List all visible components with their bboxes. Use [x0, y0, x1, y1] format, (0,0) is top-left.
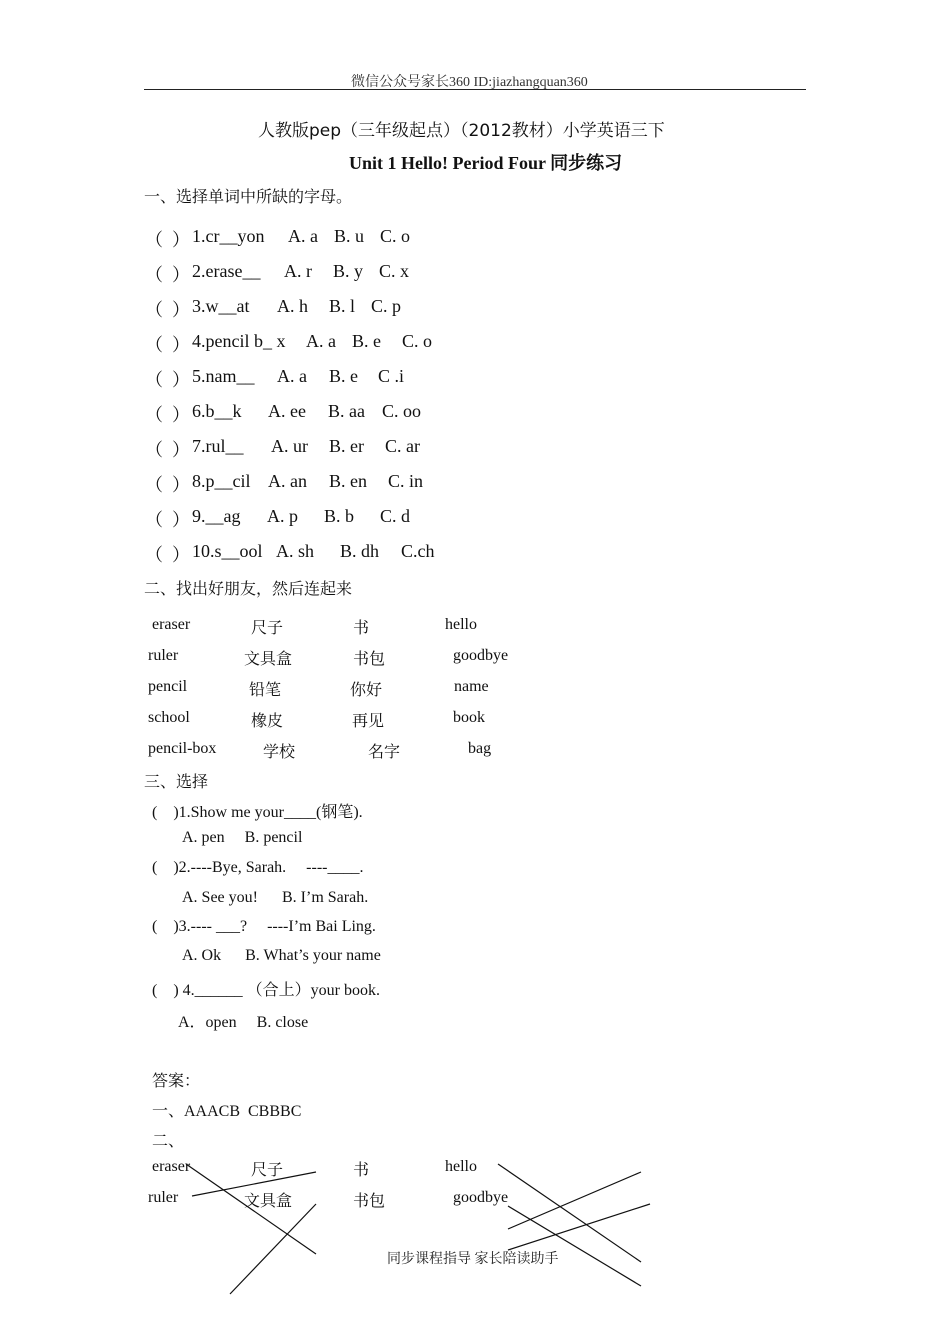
match-word: ruler: [148, 1189, 179, 1206]
answer-paren[interactable]: （ ）: [145, 265, 190, 285]
match-word[interactable]: 文具盒: [244, 651, 293, 668]
choice-options: A. See you! B. I’m Sarah.: [182, 889, 369, 906]
option-b: B. y: [333, 261, 364, 281]
question-word: 10.s__ool: [192, 541, 263, 561]
match-word[interactable]: 学校: [263, 744, 296, 761]
question-word: 9.__ag: [192, 506, 241, 526]
connector-line: [186, 1164, 316, 1254]
answer-paren[interactable]: （ ）: [145, 440, 190, 460]
match-word[interactable]: book: [453, 709, 485, 726]
option-b: B. b: [324, 506, 355, 526]
option-b: B. l: [329, 296, 356, 316]
match-word[interactable]: goodbye: [453, 647, 509, 664]
option-b: B. er: [329, 436, 364, 456]
option-a: A. sh: [276, 541, 315, 561]
page-title: 人教版pep（三年级起点）（2012教材）小学英语三下: [258, 121, 665, 141]
choice-options: A．open B. close: [178, 1014, 309, 1031]
option-a: A. r: [284, 261, 312, 281]
option-c: C .i: [378, 366, 405, 386]
match-word[interactable]: 书包: [353, 651, 386, 668]
option-c: C.ch: [401, 541, 435, 561]
match-word: 书: [353, 1162, 370, 1179]
section3-heading: 三、选择: [144, 774, 209, 791]
section1-heading: 一、选择单词中所缺的字母。: [144, 189, 353, 206]
answer-paren[interactable]: （ ）: [145, 510, 190, 530]
option-c: C. oo: [382, 401, 422, 421]
choice-options: A. Ok B. What’s your name: [182, 947, 381, 964]
option-a: A. p: [267, 506, 298, 526]
connector-line: [508, 1172, 641, 1229]
answer-paren[interactable]: （ ）: [145, 230, 190, 250]
match-word[interactable]: 你好: [350, 682, 383, 699]
section2-heading: 二、找出好朋友，然后连起来: [144, 581, 353, 598]
choice-question[interactable]: ( ) 4.______ （合上）your book.: [152, 982, 380, 999]
match-word[interactable]: 再见: [352, 713, 385, 730]
option-a: A. a: [277, 366, 307, 386]
connector-line: [508, 1204, 650, 1250]
question-word: 8.p__cil: [192, 471, 251, 491]
choice-question[interactable]: ( )1.Show me your____(钢笔).: [152, 804, 363, 821]
option-a: A. ee: [268, 401, 306, 421]
match-word[interactable]: name: [454, 678, 489, 695]
option-a: A. an: [268, 471, 307, 491]
option-c: C. ar: [385, 436, 420, 456]
page-header: 微信公众号家长360 ID:jiazhangquan360: [351, 75, 588, 90]
question-word: 2.erase__: [192, 261, 261, 281]
match-word[interactable]: bag: [468, 740, 492, 757]
option-b: B. e: [329, 366, 358, 386]
option-a: A. h: [277, 296, 308, 316]
page-footer: 同步课程指导 家长陪读助手: [387, 1252, 559, 1267]
answer-paren[interactable]: （ ）: [145, 300, 190, 320]
option-b: B. u: [334, 226, 365, 246]
match-word[interactable]: 名字: [368, 744, 401, 761]
choice-options: A. pen B. pencil: [182, 829, 303, 846]
match-word: 书包: [353, 1193, 386, 1210]
match-word[interactable]: school: [148, 709, 190, 726]
answer-paren[interactable]: （ ）: [145, 405, 190, 425]
connector-line: [230, 1204, 316, 1294]
question-word: 4.pencil b_ x: [192, 331, 286, 351]
connector-line: [508, 1206, 641, 1286]
match-word: hello: [445, 1158, 477, 1175]
connector-line: [192, 1172, 316, 1196]
match-word[interactable]: 橡皮: [251, 713, 284, 730]
match-word[interactable]: pencil-box: [148, 740, 217, 757]
match-word[interactable]: hello: [445, 616, 477, 633]
question-word: 6.b__k: [192, 401, 242, 421]
match-word: eraser: [152, 1158, 191, 1175]
match-word[interactable]: 书: [353, 620, 370, 637]
option-b: B. e: [352, 331, 381, 351]
option-a: A. ur: [271, 436, 308, 456]
choice-question[interactable]: ( )2.----Bye, Sarah. ----____.: [152, 859, 364, 876]
option-c: C. d: [380, 506, 411, 526]
match-word[interactable]: 尺子: [251, 620, 284, 637]
answers-line2: 二、: [152, 1133, 185, 1150]
option-c: C. p: [371, 296, 402, 316]
option-b: B. aa: [328, 401, 365, 421]
option-c: C. x: [379, 261, 410, 281]
match-word[interactable]: 铅笔: [249, 682, 282, 699]
answers-line1: 一、AAACB CBBBC: [152, 1103, 302, 1120]
option-b: B. dh: [340, 541, 380, 561]
match-word[interactable]: eraser: [152, 616, 191, 633]
choice-question[interactable]: ( )3.---- ___? ----I’m Bai Ling.: [152, 918, 376, 935]
option-a: A. a: [306, 331, 336, 351]
match-word[interactable]: ruler: [148, 647, 179, 664]
option-a: A. a: [288, 226, 318, 246]
match-word: goodbye: [453, 1189, 509, 1206]
match-word: 文具盒: [244, 1193, 293, 1210]
answer-paren[interactable]: （ ）: [145, 335, 190, 355]
option-c: C. o: [402, 331, 433, 351]
answer-paren[interactable]: （ ）: [145, 370, 190, 390]
match-word[interactable]: pencil: [148, 678, 188, 695]
answer-paren[interactable]: （ ）: [145, 475, 190, 495]
answer-paren[interactable]: （ ）: [145, 545, 190, 565]
question-word: 5.nam__: [192, 366, 255, 386]
question-word: 3.w__at: [192, 296, 250, 316]
answers-heading: 答案：: [152, 1073, 201, 1090]
page-subtitle: Unit 1 Hello! Period Four 同步练习: [349, 153, 623, 173]
option-b: B. en: [329, 471, 367, 491]
question-word: 7.rul__: [192, 436, 244, 456]
option-c: C. in: [388, 471, 424, 491]
match-word: 尺子: [251, 1162, 284, 1179]
option-c: C. o: [380, 226, 411, 246]
question-word: 1.cr__yon: [192, 226, 265, 246]
